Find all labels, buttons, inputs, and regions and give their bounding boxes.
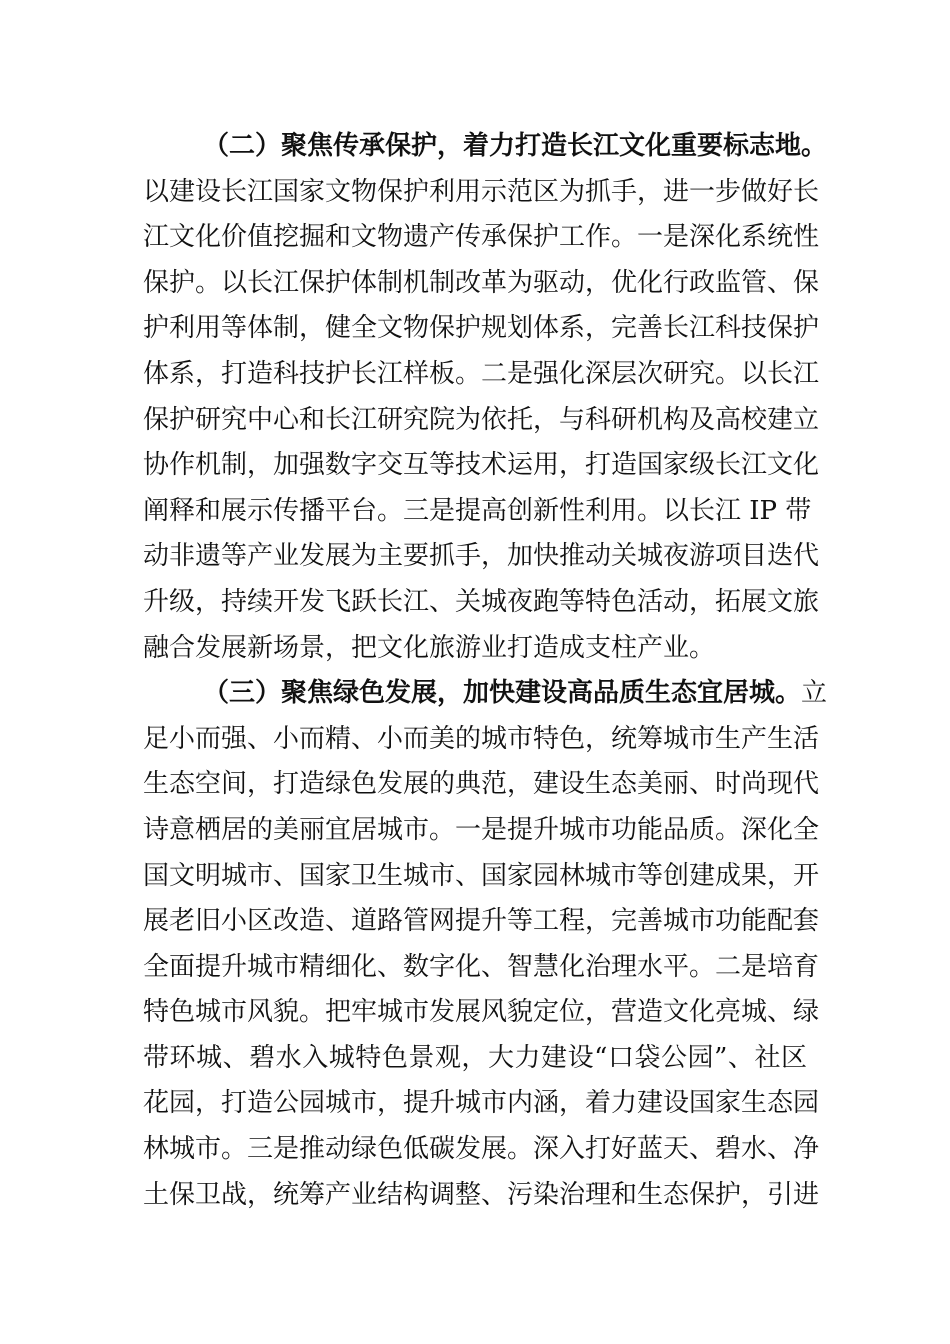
text-line: 足小而强、小而精、小而美的城市特色，统筹城市生产生活	[143, 723, 820, 754]
text-line: 国文明城市、国家卫生城市、国家园林城市等创建成果，开	[143, 860, 820, 891]
text-line: 保护研究中心和长江研究院为依托，与科研机构及高校建立	[143, 404, 820, 435]
text-line: 保护。以长江保护体制机制改革为驱动，优化行政监管、保	[143, 267, 820, 298]
text-line: 护利用等体制，健全文物保护规划体系，完善长江科技保护	[143, 313, 820, 344]
section-heading-3	[143, 671, 828, 717]
text-line: 全面提升城市精细化、数字化、智慧化治理水平。二是培育	[143, 951, 820, 982]
text-line: 带环城、碧水入城特色景观，大力建设“口袋公园”、社区	[143, 1042, 807, 1073]
text-line: 以建设长江国家文物保护利用示范区为抓手，进一步做好长	[143, 176, 820, 207]
heading-tail-text: 立	[801, 678, 828, 709]
text-line: 林城市。三是推动绿色低碳发展。深入打好蓝天、碧水、净	[143, 1134, 820, 1165]
text-line: 土保卫战，统筹产业结构调整、污染治理和生态保护，引进	[143, 1179, 820, 1210]
text-line: 动非遗等产业发展为主要抓手，加快推动关城夜游项目迭代	[143, 541, 820, 572]
text-line: 展老旧小区改造、道路管网提升等工程，完善城市功能配套	[143, 906, 820, 937]
section-heading-2	[143, 124, 828, 170]
text-line: 生态空间，打造绿色发展的典范，建设生态美丽、时尚现代	[143, 769, 820, 800]
text-line: 体系，打造科技护长江样板。二是强化深层次研究。以长江	[143, 358, 820, 389]
text-line: 花园，打造公园城市，提升城市内涵，着力建设国家生态园	[143, 1088, 820, 1119]
document-body	[143, 124, 828, 1218]
heading-text: （三）聚焦绿色发展，加快建设高品质生态宜居城。	[203, 678, 802, 709]
text-line: 升级，持续开发飞跃长江、关城夜跑等特色活动，拓展文旅	[143, 586, 820, 617]
text-line: 协作机制，加强数字交互等技术运用，打造国家级长江文化	[143, 450, 820, 481]
text-line: 诗意栖居的美丽宜居城市。一是提升城市功能品质。深化全	[143, 814, 820, 845]
heading-text: （二）聚焦传承保护，着力打造长江文化重要标志地。	[203, 131, 828, 161]
text-line: 江文化价值挖掘和文物遗产传承保护工作。一是深化系统性	[143, 222, 820, 253]
text-line: 融合发展新场景，把文化旅游业打造成支柱产业。	[143, 632, 716, 663]
text-line: 特色城市风貌。把牢城市发展风貌定位，营造文化亮城、绿	[143, 997, 820, 1028]
text-line: 阐释和展示传播平台。三是提高创新性利用。以长江 IP 带	[143, 495, 812, 526]
